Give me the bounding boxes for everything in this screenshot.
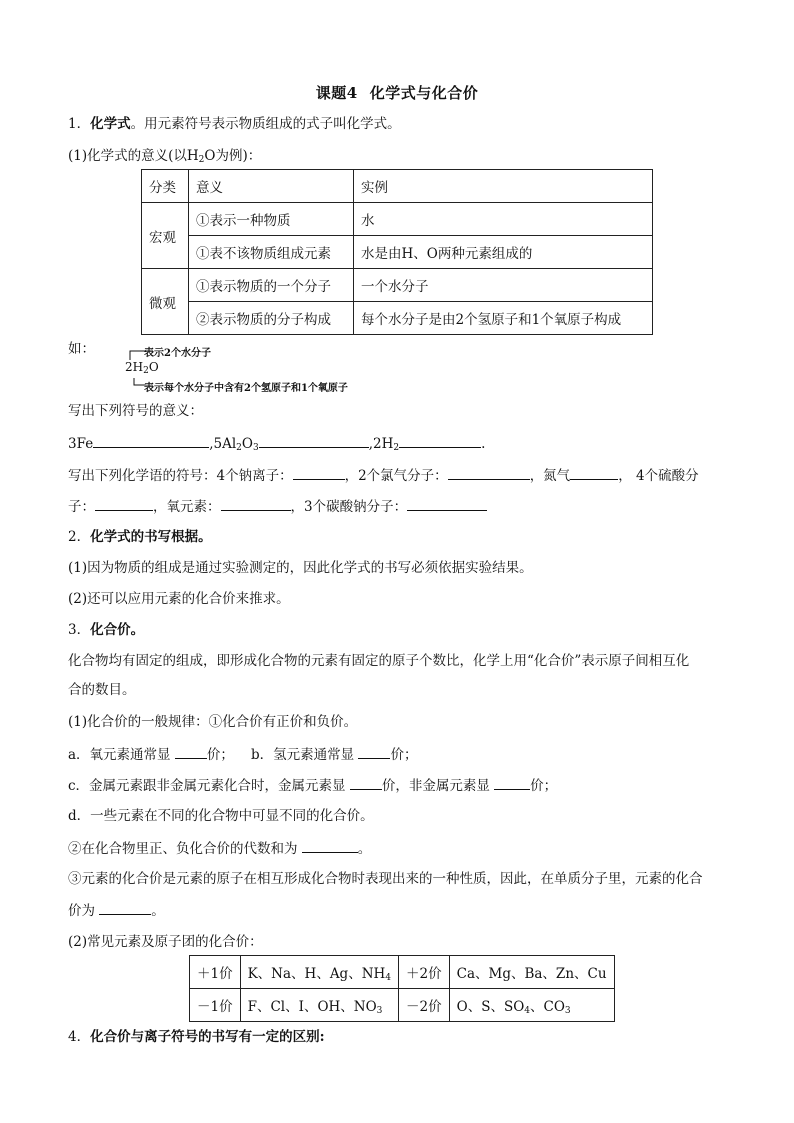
table-cell: ①表示一种物质: [189, 203, 354, 236]
formula-annotation-diagram: [118, 338, 378, 398]
section-3-paragraph-line-1: 化合物均有固定的组成，即形成化合物的元素有固定的原子个数比，化学上用“化合价”表示原子间相互化: [68, 653, 690, 669]
section-3-point-2: (2)常见元素及原子团的化合价：: [68, 934, 263, 950]
section-4-heading: 4．化合价与离子符号的书写有一定的区别:: [68, 1029, 325, 1045]
table-cell: －1价: [190, 989, 241, 1022]
answer-blank[interactable]: [99, 900, 151, 915]
answer-blank[interactable]: [358, 744, 390, 759]
table-cell: 每个水分子是由2个氢原子和1个氧原子构成: [354, 302, 653, 335]
table-cell: 水是由H、O两种元素组成的: [354, 236, 653, 269]
table-cell: ＋2价: [399, 956, 450, 989]
table-cell: 水: [354, 203, 653, 236]
question-2-line-1: 写出下列化学语的符号：4个钠离子： ，2个氯气分子： ，氮气 ， 4个硫酸分: [68, 465, 699, 486]
section-3-rule-3-line-2: 价为 。: [68, 900, 165, 921]
section-3-paragraph-line-2: 合的数目。: [68, 682, 136, 698]
section-1-heading: 1．化学式。用元素符号表示物质组成的式子叫化学式。: [68, 116, 401, 132]
table-row: [190, 989, 615, 1022]
table-row: [142, 269, 653, 302]
table-row: [190, 956, 615, 989]
answer-blank[interactable]: [302, 838, 358, 853]
section-3-rule-d: d．一些元素在不同的化合物中可显不同的化合价。: [68, 808, 374, 824]
answer-blank[interactable]: [399, 433, 481, 448]
answer-blank[interactable]: [95, 496, 153, 511]
table-cell: ＋1价: [190, 956, 241, 989]
table-cell: 一个水分子: [354, 269, 653, 302]
answer-blank[interactable]: [175, 744, 207, 759]
section-1-subheading: (1)化学式的意义(以$H_2O$为例)：: [68, 148, 262, 165]
table-cell: ②表示物质的分子构成: [189, 302, 354, 335]
answer-blank[interactable]: [570, 465, 618, 480]
section-2-point-1: (1)因为物质的组成是通过实验测定的，因此化学式的书写必须依据实验结果。: [68, 560, 533, 576]
table-category-cell: 宏观: [142, 203, 189, 269]
page-title: [0, 82, 794, 103]
title-lesson-number: 课题4: [315, 84, 358, 102]
section-3-rule-1: (1)化合价的一般规律：①化合价有正价和负价。: [68, 714, 358, 730]
answer-blank[interactable]: [93, 433, 209, 448]
valence-table: [189, 955, 615, 1022]
table-cell: ①表不该物质组成元素: [189, 236, 354, 269]
table-header-row: [142, 170, 653, 203]
section-3-heading: 3．化合价。: [68, 622, 145, 638]
table-header-cell: 意义: [189, 170, 354, 203]
table-category-cell: 微观: [142, 269, 189, 335]
annotation-top-note: 表示2个水分子: [144, 348, 211, 359]
answer-blank[interactable]: [407, 496, 487, 511]
example-label: 如：: [68, 341, 95, 357]
title-topic: 化学式与化合价: [369, 84, 479, 102]
answer-blank[interactable]: [350, 775, 382, 790]
table-cell: －2价: [399, 989, 450, 1022]
table-row: [142, 203, 653, 236]
annotation-bottom-note: 表示每个水分子中含有2个氢原子和1个氧原子: [144, 383, 348, 394]
section-3-rule-2: ②在化合物里正、负化合价的代数和为 。: [68, 838, 371, 859]
table-header-cell: 分类: [142, 170, 189, 203]
table-row: [142, 302, 653, 335]
table-cell: F、Cl、I、OH、$NO_3$: [240, 989, 398, 1022]
answer-blank[interactable]: [221, 496, 291, 511]
example-formula: $2H_2O$: [125, 360, 159, 376]
table-cell: O、S、$SO_4$、$CO_3$: [449, 989, 614, 1022]
answer-blank[interactable]: [494, 775, 530, 790]
section-3-rule-ab: a．氧元素通常显 价； b．氢元素通常显 价；: [68, 744, 417, 765]
section-3-rule-c: c．金属元素跟非金属元素化合时，金属元素显 价，非金属元素显 价；: [68, 775, 557, 796]
table-header-cell: 实例: [354, 170, 653, 203]
formula-meaning-table: [141, 169, 653, 335]
section-2-point-2: (2)还可以应用元素的化合价来推求。: [68, 591, 290, 607]
answer-blank[interactable]: [259, 433, 369, 448]
question-1-prompt: 写出下列符号的意义：: [68, 403, 203, 419]
section-2-heading: 2．化学式的书写根据。: [68, 529, 212, 545]
question-2-line-2: 子： ，氧元素： ，3个碳酸钠分子：: [68, 496, 487, 517]
table-cell: ①表示物质的一个分子: [189, 269, 354, 302]
section-3-rule-3-line-1: ③元素的化合价是元素的原子在相互形成化合物时表现出来的一种性质，因此，在单质分子里，元素的化合: [68, 871, 703, 887]
answer-blank[interactable]: [293, 465, 345, 480]
table-cell: Ca、Mg、Ba、Zn、Cu: [449, 956, 614, 989]
table-cell: K、Na、H、Ag、$NH_4$: [240, 956, 398, 989]
question-1-items: 3Fe $,5Al_2O_3$ $,2H_2$ .: [68, 433, 485, 458]
answer-blank[interactable]: [448, 465, 530, 480]
table-row: [142, 236, 653, 269]
